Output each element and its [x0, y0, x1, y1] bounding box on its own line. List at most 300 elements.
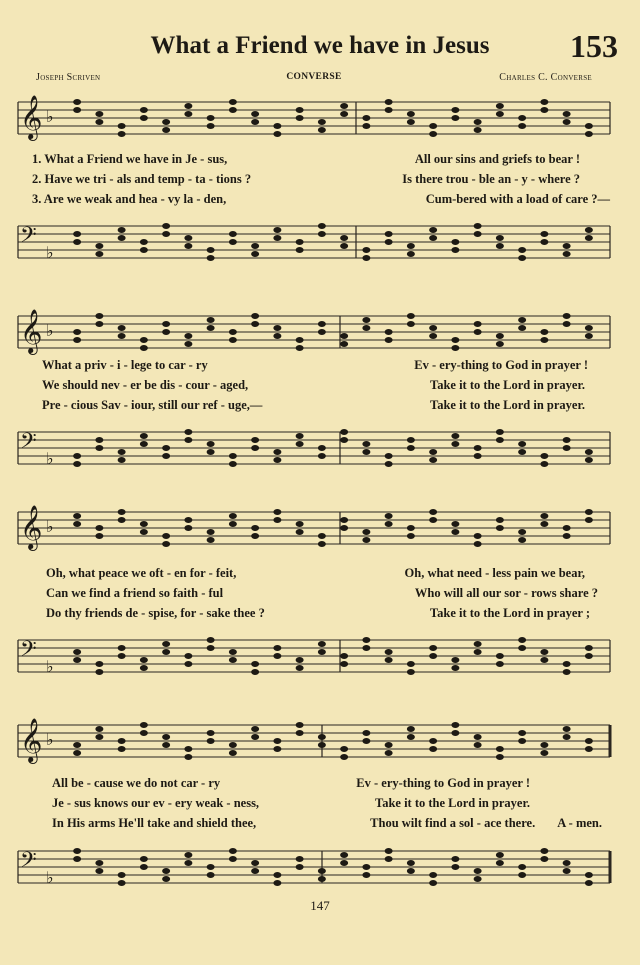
note-head	[207, 255, 215, 261]
note-head	[95, 525, 103, 531]
note-head	[385, 99, 393, 105]
note-head	[340, 517, 348, 523]
note-head	[407, 445, 415, 451]
note-head	[563, 868, 571, 874]
note-head	[407, 243, 415, 249]
note-head	[73, 337, 81, 343]
note-head	[429, 123, 437, 129]
note-head	[540, 239, 548, 245]
note-head	[229, 453, 237, 459]
treble-clef-icon: 𝄞	[20, 95, 43, 139]
note-head	[407, 734, 415, 740]
note-head	[563, 525, 571, 531]
note-head	[407, 525, 415, 531]
note-head	[385, 750, 393, 756]
note-head	[184, 333, 192, 339]
note-head	[184, 860, 192, 866]
note-head	[95, 661, 103, 667]
note-head	[518, 637, 526, 643]
note-head	[251, 437, 259, 443]
flat-icon: ♭	[46, 730, 54, 749]
note-head	[429, 738, 437, 744]
note-head	[73, 848, 81, 854]
note-head	[296, 115, 304, 121]
note-head	[385, 461, 393, 467]
note-head	[407, 251, 415, 257]
note-head	[540, 337, 548, 343]
note-head	[518, 123, 526, 129]
note-head	[251, 533, 259, 539]
bass-staff-4	[0, 838, 640, 896]
bass-staff-2	[0, 420, 640, 476]
note-head	[162, 541, 170, 547]
note-head	[162, 868, 170, 874]
lyric-right: All our sins and griefs to bear !	[414, 152, 580, 166]
note-head	[496, 852, 504, 858]
note-head	[540, 657, 548, 663]
note-head	[184, 653, 192, 659]
note-head	[362, 441, 370, 447]
note-head	[429, 449, 437, 455]
note-head	[518, 864, 526, 870]
note-head	[95, 243, 103, 249]
bass-clef-icon: 𝄢	[20, 223, 37, 253]
note-head	[429, 325, 437, 331]
note-head	[518, 872, 526, 878]
note-head	[296, 345, 304, 351]
note-head	[184, 525, 192, 531]
note-head	[207, 537, 215, 543]
note-head	[429, 880, 437, 886]
hymn-title: What a Friend we have in Jesus	[150, 32, 490, 59]
note-head	[95, 119, 103, 125]
hymn-number: 153	[570, 28, 618, 64]
note-head	[540, 231, 548, 237]
note-head	[95, 437, 103, 443]
note-head	[496, 746, 504, 752]
note-head	[162, 453, 170, 459]
note-head	[273, 880, 281, 886]
note-head	[95, 445, 103, 451]
note-head	[407, 533, 415, 539]
note-head	[207, 738, 215, 744]
note-head	[296, 433, 304, 439]
note-head	[585, 517, 593, 523]
note-head	[184, 235, 192, 241]
note-head	[273, 645, 281, 651]
lyric-line	[0, 378, 640, 398]
note-head	[585, 123, 593, 129]
note-head	[340, 653, 348, 659]
note-head	[95, 860, 103, 866]
note-head	[318, 321, 326, 327]
note-head	[273, 333, 281, 339]
note-head	[451, 441, 459, 447]
note-head	[140, 115, 148, 121]
treble-staff-1	[0, 94, 640, 142]
note-head	[585, 880, 593, 886]
lyric-left: Can we find a friend so faith - ful	[46, 586, 224, 600]
note-head	[451, 521, 459, 527]
note-head	[229, 742, 237, 748]
note-head	[162, 329, 170, 335]
note-head	[540, 329, 548, 335]
note-head	[540, 856, 548, 862]
hymn-credits	[36, 72, 592, 86]
note-head	[140, 657, 148, 663]
note-head	[585, 746, 593, 752]
note-head	[296, 337, 304, 343]
note-head	[140, 856, 148, 862]
note-head	[296, 730, 304, 736]
note-head	[207, 637, 215, 643]
note-head	[451, 433, 459, 439]
note-head	[362, 123, 370, 129]
lyric-line	[0, 776, 640, 796]
note-head	[540, 521, 548, 527]
note-head	[585, 738, 593, 744]
note-head	[451, 864, 459, 870]
note-head	[229, 107, 237, 113]
note-head	[140, 730, 148, 736]
note-head	[362, 730, 370, 736]
note-head	[118, 880, 126, 886]
note-head	[229, 750, 237, 756]
note-head	[229, 848, 237, 854]
note-head	[207, 317, 215, 323]
note-head	[207, 645, 215, 651]
note-head	[518, 247, 526, 253]
note-head	[162, 742, 170, 748]
note-head	[229, 329, 237, 335]
note-head	[429, 746, 437, 752]
note-head	[518, 738, 526, 744]
note-head	[407, 669, 415, 675]
note-head	[362, 325, 370, 331]
lyric-left: Do thy friends de - spise, for - sake thee ?	[46, 606, 265, 620]
note-head	[474, 876, 482, 882]
note-head	[251, 313, 259, 319]
note-head	[318, 533, 326, 539]
note-head	[385, 848, 393, 854]
note-head	[429, 457, 437, 463]
note-head	[229, 99, 237, 105]
note-head	[496, 341, 504, 347]
note-head	[273, 227, 281, 233]
note-head	[340, 754, 348, 760]
note-head	[73, 513, 81, 519]
note-head	[429, 227, 437, 233]
note-head	[474, 533, 482, 539]
note-head	[73, 231, 81, 237]
note-head	[162, 223, 170, 229]
note-head	[118, 645, 126, 651]
note-head	[563, 321, 571, 327]
note-head	[496, 517, 504, 523]
note-head	[474, 223, 482, 229]
note-head	[273, 449, 281, 455]
treble-staff-2	[0, 304, 640, 360]
note-head	[474, 641, 482, 647]
flat-icon: ♭	[46, 243, 54, 262]
note-head	[563, 251, 571, 257]
note-head	[184, 517, 192, 523]
note-head	[318, 868, 326, 874]
lyric-right: Ev - ery-thing to God in prayer !	[414, 358, 588, 372]
note-head	[318, 119, 326, 125]
note-head	[496, 333, 504, 339]
treble-staff-3	[0, 500, 640, 556]
note-head	[407, 860, 415, 866]
note-head	[140, 433, 148, 439]
note-head	[362, 637, 370, 643]
note-head	[429, 645, 437, 651]
note-head	[518, 255, 526, 261]
lyric-left: 3. Are we weak and hea - vy la - den,	[32, 192, 227, 206]
note-head	[184, 103, 192, 109]
note-head	[273, 517, 281, 523]
note-head	[474, 453, 482, 459]
note-head	[118, 235, 126, 241]
note-head	[296, 665, 304, 671]
note-head	[540, 453, 548, 459]
note-head	[318, 541, 326, 547]
note-head	[474, 734, 482, 740]
note-head	[340, 235, 348, 241]
note-head	[184, 437, 192, 443]
note-head	[251, 525, 259, 531]
note-head	[518, 115, 526, 121]
note-head	[95, 726, 103, 732]
note-head	[207, 325, 215, 331]
note-head	[451, 239, 459, 245]
note-head	[73, 107, 81, 113]
note-head	[184, 111, 192, 117]
lyric-left: Oh, what peace we oft - en for - feit,	[46, 566, 237, 580]
note-head	[207, 115, 215, 121]
note-head	[474, 649, 482, 655]
note-head	[162, 734, 170, 740]
note-head	[585, 131, 593, 137]
note-head	[585, 227, 593, 233]
lyric-right: Take it to the Lord in prayer.	[375, 796, 530, 810]
note-head	[162, 445, 170, 451]
lyric-left: All be - cause we do not car - ry	[52, 776, 221, 790]
note-head	[496, 243, 504, 249]
note-head	[251, 726, 259, 732]
note-head	[207, 872, 215, 878]
note-head	[451, 247, 459, 253]
note-head	[318, 649, 326, 655]
note-head	[385, 513, 393, 519]
note-head	[207, 529, 215, 535]
note-head	[451, 657, 459, 663]
lyric-right: Take it to the Lord in prayer.	[430, 398, 585, 412]
note-head	[518, 645, 526, 651]
note-head	[73, 657, 81, 663]
note-head	[563, 243, 571, 249]
note-head	[296, 107, 304, 113]
note-head	[540, 99, 548, 105]
note-head	[407, 111, 415, 117]
note-head	[318, 231, 326, 237]
note-head	[429, 333, 437, 339]
note-head	[118, 738, 126, 744]
note-head	[340, 525, 348, 531]
note-head	[585, 509, 593, 515]
note-head	[95, 533, 103, 539]
lyric-left: In His arms He'll take and shield thee,	[52, 816, 257, 830]
lyric-left: We should nev - er be dis - cour - aged,	[42, 378, 249, 392]
note-head	[540, 750, 548, 756]
note-head	[296, 441, 304, 447]
note-head	[563, 533, 571, 539]
note-head	[407, 868, 415, 874]
note-head	[251, 868, 259, 874]
note-head	[385, 521, 393, 527]
lyric-line	[0, 606, 640, 626]
note-head	[73, 329, 81, 335]
note-head	[251, 243, 259, 249]
note-head	[429, 235, 437, 241]
note-head	[340, 243, 348, 249]
note-head	[95, 111, 103, 117]
note-head	[496, 111, 504, 117]
note-head	[118, 325, 126, 331]
note-head	[118, 517, 126, 523]
note-head	[162, 127, 170, 133]
note-head	[451, 856, 459, 862]
note-head	[563, 669, 571, 675]
note-head	[118, 131, 126, 137]
note-head	[184, 429, 192, 435]
note-head	[140, 337, 148, 343]
note-head	[140, 722, 148, 728]
note-head	[451, 730, 459, 736]
note-head	[162, 533, 170, 539]
lyric-line	[0, 816, 640, 836]
note-head	[273, 738, 281, 744]
lyric-left: Je - sus knows our ev - ery weak - ness,	[52, 796, 260, 810]
note-head	[474, 868, 482, 874]
note-head	[140, 247, 148, 253]
note-head	[362, 317, 370, 323]
note-head	[340, 103, 348, 109]
note-head	[340, 661, 348, 667]
note-head	[540, 513, 548, 519]
note-head	[362, 255, 370, 261]
note-head	[273, 235, 281, 241]
note-head	[95, 734, 103, 740]
note-head	[385, 337, 393, 343]
note-head	[273, 325, 281, 331]
note-head	[563, 661, 571, 667]
note-head	[362, 864, 370, 870]
note-head	[207, 247, 215, 253]
note-head	[251, 860, 259, 866]
lyric-left: 2. Have we tri - als and temp - ta - tions ?	[32, 172, 252, 186]
note-head	[407, 726, 415, 732]
note-head	[207, 730, 215, 736]
note-head	[162, 649, 170, 655]
note-head	[496, 754, 504, 760]
note-head	[407, 437, 415, 443]
note-head	[474, 321, 482, 327]
note-head	[585, 645, 593, 651]
lyric-right: Ev - ery-thing to God in prayer !	[356, 776, 530, 790]
note-head	[318, 876, 326, 882]
bass-clef-icon: 𝄢	[20, 429, 37, 459]
note-head	[273, 131, 281, 137]
note-head	[296, 864, 304, 870]
note-head	[140, 665, 148, 671]
note-head	[362, 537, 370, 543]
note-head	[251, 251, 259, 257]
page-number: 147	[310, 898, 330, 913]
note-head	[162, 119, 170, 125]
note-head	[296, 722, 304, 728]
note-head	[318, 641, 326, 647]
note-head	[162, 876, 170, 882]
note-head	[296, 247, 304, 253]
note-head	[229, 231, 237, 237]
flat-icon: ♭	[46, 657, 54, 676]
note-head	[451, 722, 459, 728]
lyric-right: Is there trou - ble an - y - where ?	[402, 172, 580, 186]
note-head	[540, 461, 548, 467]
note-head	[118, 449, 126, 455]
note-head	[496, 437, 504, 443]
treble-clef-icon: 𝄞	[20, 505, 43, 549]
note-head	[229, 657, 237, 663]
lyric-right: Take it to the Lord in prayer ;	[429, 606, 590, 620]
note-head	[340, 746, 348, 752]
lyric-right: Cum-bered with a load of care ?—	[425, 192, 610, 206]
note-head	[229, 513, 237, 519]
note-head	[540, 107, 548, 113]
note-head	[340, 852, 348, 858]
note-head	[184, 243, 192, 249]
note-head	[73, 461, 81, 467]
note-head	[162, 641, 170, 647]
note-head	[385, 657, 393, 663]
note-head	[73, 649, 81, 655]
note-head	[140, 239, 148, 245]
note-head	[362, 872, 370, 878]
note-head	[73, 453, 81, 459]
bass-clef-icon: 𝄢	[20, 637, 37, 667]
note-head	[118, 333, 126, 339]
note-head	[207, 123, 215, 129]
note-head	[207, 864, 215, 870]
note-head	[385, 107, 393, 113]
note-head	[118, 653, 126, 659]
note-head	[540, 848, 548, 854]
bass-staff-1	[0, 218, 640, 266]
note-head	[563, 445, 571, 451]
note-head	[162, 321, 170, 327]
note-head	[496, 860, 504, 866]
note-head	[385, 856, 393, 862]
note-head	[318, 742, 326, 748]
note-head	[362, 738, 370, 744]
lyric-line	[0, 152, 640, 172]
note-head	[585, 333, 593, 339]
note-head	[385, 649, 393, 655]
lyric-right: Oh, what need - less pain we bear,	[404, 566, 585, 580]
flat-icon: ♭	[46, 868, 54, 887]
note-head	[273, 123, 281, 129]
